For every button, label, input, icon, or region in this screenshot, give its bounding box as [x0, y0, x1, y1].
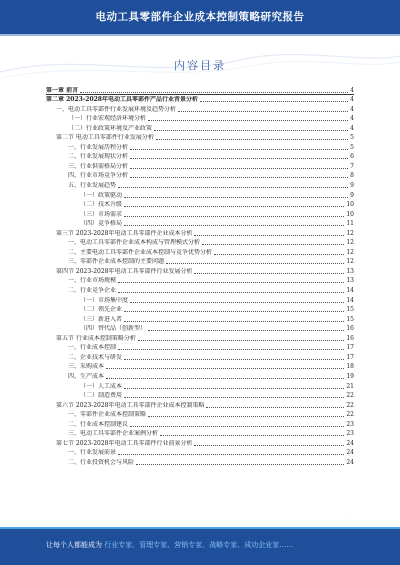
- toc-leader-dots: [124, 206, 344, 207]
- toc-entry-label: 一、电动工具零部件企业成本构成与管理模式分析: [68, 239, 201, 247]
- toc-entry-page: 23: [346, 420, 354, 428]
- toc-entry[interactable]: [46, 238, 354, 248]
- toc-entry-label: （二）技术升级: [80, 201, 123, 209]
- toc-entry-label: （四）替代品（创新型）: [80, 325, 147, 333]
- toc-entry-label: 第六节 2023-2028年电动工具零部件企业成本控制策略: [56, 401, 205, 409]
- toc-entry-page: 16: [346, 334, 354, 342]
- report-title: 电动工具零部件企业成本控制策略研究报告: [95, 11, 305, 23]
- toc-entry[interactable]: [46, 448, 354, 458]
- toc-leader-dots: [148, 120, 348, 121]
- toc-entry[interactable]: [46, 152, 354, 162]
- footer-slogan-lead: 让每个人都能成为: [46, 541, 102, 549]
- toc-entry[interactable]: [46, 381, 354, 391]
- toc-entry-page: 4: [350, 86, 354, 94]
- toc-entry-page: 4: [350, 105, 354, 113]
- toc-leader-dots: [124, 216, 344, 217]
- toc-entry[interactable]: [46, 333, 354, 343]
- toc-entry-label: 一、电动工具零部件行业发展环境及趋势分析: [56, 105, 177, 113]
- toc-entry[interactable]: [46, 371, 354, 381]
- toc-entry-label: 二、行业投资机会与风险: [68, 458, 135, 466]
- toc-leader-dots: [124, 359, 344, 360]
- toc-entry-label: 三、零部件企业成本控制的主要问题: [68, 258, 165, 266]
- toc-leader-dots: [130, 168, 348, 169]
- toc-entry-label: 二、企业技术与研发: [68, 353, 123, 361]
- toc-entry-label: 三、电动工具零部件企业案例分析: [68, 430, 159, 438]
- toc-entry[interactable]: [46, 209, 354, 219]
- toc-entry-page: 17: [346, 344, 354, 352]
- toc-entry-page: 24: [346, 439, 354, 447]
- toc-entry-page: 10: [346, 210, 354, 218]
- toc-entry-page: 12: [346, 229, 354, 237]
- toc-leader-dots: [118, 349, 344, 350]
- toc-leader-dots: [194, 445, 344, 446]
- toc-entry[interactable]: [46, 324, 354, 334]
- toc-entry[interactable]: [46, 200, 354, 210]
- toc-leader-dots: [124, 321, 344, 322]
- toc-entry-label: 第二章 2023-2028年电动工具零部件产品行业背景分析: [46, 96, 198, 104]
- toc-entry-page: 15: [346, 315, 354, 323]
- toc-entry-page: 18: [346, 363, 354, 371]
- toc-entry[interactable]: [46, 276, 354, 286]
- toc-entry-label: （一）市场集中度: [80, 296, 129, 304]
- toc-entry-label: 第四节 2023-2028年电动工具零部件行业发展分析: [56, 267, 193, 275]
- footer-slogan-tail: 行业专家、管理专家、营销专家、战略专家、成功企业家……: [104, 541, 294, 549]
- toc-entry-label: 第七节 2023-2028年电动工具零部件行业前景分析: [56, 439, 193, 447]
- toc-entry-label: （三）市场需求: [80, 210, 123, 218]
- toc-entry-page: 12: [346, 248, 354, 256]
- toc-entry-label: （二）领先企业: [80, 306, 123, 314]
- toc-entry-label: 二、行业成本控制建议: [68, 420, 129, 428]
- toc-entry-label: 三、采购成本: [68, 363, 105, 371]
- page-title: 内容目录: [174, 59, 226, 72]
- toc-entry-page: 13: [346, 267, 354, 275]
- toc-entry-page: 16: [346, 325, 354, 333]
- toc-entry-page: 10: [346, 201, 354, 209]
- toc-leader-dots: [148, 416, 344, 417]
- toc-leader-dots: [166, 263, 344, 264]
- toc-leader-dots: [160, 435, 344, 436]
- toc-leader-dots: [194, 273, 344, 274]
- toc-entry-label: 第一章 前言: [46, 86, 79, 94]
- toc-entry-page: 22: [346, 392, 354, 400]
- toc-entry-page: 13: [346, 277, 354, 285]
- toc-leader-dots: [118, 454, 344, 455]
- toc-leader-dots: [130, 158, 348, 159]
- toc-entry[interactable]: [46, 305, 354, 315]
- toc-leader-dots: [194, 235, 344, 236]
- toc-entry[interactable]: [46, 104, 354, 114]
- toc-leader-dots: [130, 302, 344, 303]
- toc-leader-dots: [124, 397, 344, 398]
- toc-entry[interactable]: [46, 228, 354, 238]
- toc-entry-label: （一）人工成本: [80, 382, 123, 390]
- toc-entry-label: 二、主要电动工具零部件企业成本控制与竞争优势分析: [68, 248, 213, 256]
- toc-entry[interactable]: [46, 295, 354, 305]
- toc-entry-page: 12: [346, 258, 354, 266]
- toc-entry[interactable]: [46, 190, 354, 200]
- toc-entry[interactable]: [46, 142, 354, 152]
- toc-entry-label: 四、行业市场竞争分析: [68, 172, 129, 180]
- toc-leader-dots: [206, 407, 344, 408]
- toc-entry-page: 12: [346, 239, 354, 247]
- toc-entry-label: （三）新进入者: [80, 315, 123, 323]
- toc-leader-dots: [124, 311, 344, 312]
- toc-leader-dots: [118, 187, 348, 188]
- toc-entry[interactable]: [46, 85, 354, 95]
- toc-entry-page: 24: [346, 458, 354, 466]
- toc-entry[interactable]: [46, 438, 354, 448]
- toc-entry-page: 9: [350, 191, 354, 199]
- toc-entry-label: 一、行业市场规模: [68, 277, 117, 285]
- toc-leader-dots: [130, 177, 348, 178]
- toc-entry-label: 二、行业竞争企业: [68, 287, 117, 295]
- toc-entry-page: 17: [346, 353, 354, 361]
- toc-entry-label: 四、生产成本: [68, 372, 105, 380]
- toc-entry-label: （四）竞争格局: [80, 220, 123, 228]
- toc-entry[interactable]: [46, 161, 354, 171]
- toc-entry-page: 15: [346, 306, 354, 314]
- toc-entry-label: 一、零部件企业成本控制策略: [68, 411, 147, 419]
- toc-entry[interactable]: [46, 266, 354, 276]
- toc-leader-dots: [156, 139, 348, 140]
- toc-entry[interactable]: [46, 95, 354, 105]
- toc-leader-dots: [130, 149, 348, 150]
- toc-leader-dots: [202, 244, 344, 245]
- toc-leader-dots: [136, 464, 344, 465]
- toc-entry-page: 21: [346, 382, 354, 390]
- toc-entry-page: 24: [346, 449, 354, 457]
- toc-leader-dots: [214, 254, 344, 255]
- toc-entry[interactable]: [46, 419, 354, 429]
- toc-entry[interactable]: [46, 410, 354, 420]
- toc-entry[interactable]: [46, 114, 354, 124]
- header-divider: [0, 34, 400, 36]
- toc-entry[interactable]: [46, 123, 354, 133]
- toc-entry[interactable]: [46, 180, 354, 190]
- toc-entry-label: 五、行业发展趋势: [68, 182, 117, 190]
- toc-entry[interactable]: [46, 314, 354, 324]
- toc-entry-label: 一、行业成本控制: [68, 344, 117, 352]
- toc-entry-page: 5: [350, 134, 354, 142]
- toc-entry[interactable]: [46, 133, 354, 143]
- toc-entry-page: 9: [350, 182, 354, 190]
- toc-entry-label: 第五节 行业成本控制策略分析: [56, 334, 136, 342]
- toc-entry[interactable]: [46, 429, 354, 439]
- toc-entry-label: （二）行业政策环境及产业政策: [68, 124, 153, 132]
- toc-entry-label: 三、行业供需格局分析: [68, 162, 129, 170]
- toc-entry-label: 第二节 电动工具零部件行业发展分析: [56, 134, 154, 142]
- toc-entry-page: 4: [350, 115, 354, 123]
- toc-entry-page: 19: [346, 372, 354, 380]
- toc-leader-dots: [124, 225, 344, 226]
- toc-entry[interactable]: [46, 457, 354, 467]
- toc-leader-dots: [80, 92, 348, 93]
- table-of-contents: [46, 85, 354, 467]
- toc-entry[interactable]: [46, 219, 354, 229]
- toc-entry-page: 22: [346, 401, 354, 409]
- toc-leader-dots: [154, 130, 348, 131]
- toc-entry-page: 4: [350, 96, 354, 104]
- toc-entry-page: 23: [346, 430, 354, 438]
- toc-entry[interactable]: [46, 247, 354, 257]
- toc-entry-page: 11: [346, 220, 354, 228]
- toc-entry[interactable]: [46, 257, 354, 267]
- toc-entry-label: 二、行业发展现状分析: [68, 153, 129, 161]
- toc-leader-dots: [124, 197, 348, 198]
- footer-slogan: [46, 540, 293, 550]
- toc-leader-dots: [106, 368, 344, 369]
- toc-leader-dots: [118, 292, 344, 293]
- toc-entry-page: 22: [346, 411, 354, 419]
- toc-leader-dots: [106, 378, 344, 379]
- toc-entry[interactable]: [46, 362, 354, 372]
- toc-leader-dots: [138, 340, 344, 341]
- toc-entry[interactable]: [46, 171, 354, 181]
- toc-leader-dots: [124, 388, 344, 389]
- toc-entry-label: （一）行业宏观经济环境分析: [68, 115, 147, 123]
- toc-entry-label: 第三节 2023-2028年电动工具零部件企业成本分析: [56, 229, 193, 237]
- toc-entry[interactable]: [46, 285, 354, 295]
- toc-entry-page: 14: [346, 296, 354, 304]
- toc-leader-dots: [200, 101, 348, 102]
- toc-entry-page: 4: [350, 124, 354, 132]
- toc-leader-dots: [148, 330, 344, 331]
- toc-entry[interactable]: [46, 400, 354, 410]
- toc-entry-page: 7: [350, 162, 354, 170]
- toc-entry-label: 一、行业发展前景: [68, 449, 117, 457]
- toc-entry[interactable]: [46, 343, 354, 353]
- toc-leader-dots: [118, 282, 344, 283]
- toc-entry-label: 一、行业发展历程分析: [68, 143, 129, 151]
- toc-entry[interactable]: [46, 391, 354, 401]
- toc-entry-page: 6: [350, 153, 354, 161]
- toc-entry[interactable]: [46, 352, 354, 362]
- page-corner-mark: ·: [346, 510, 348, 515]
- toc-leader-dots: [178, 111, 348, 112]
- toc-entry-page: 5: [350, 143, 354, 151]
- toc-leader-dots: [130, 426, 344, 427]
- toc-entry-label: （二）制造费用: [80, 392, 123, 400]
- toc-entry-label: （一）政策驱动: [80, 191, 123, 199]
- toc-entry-page: 14: [346, 287, 354, 295]
- toc-entry-page: 8: [350, 172, 354, 180]
